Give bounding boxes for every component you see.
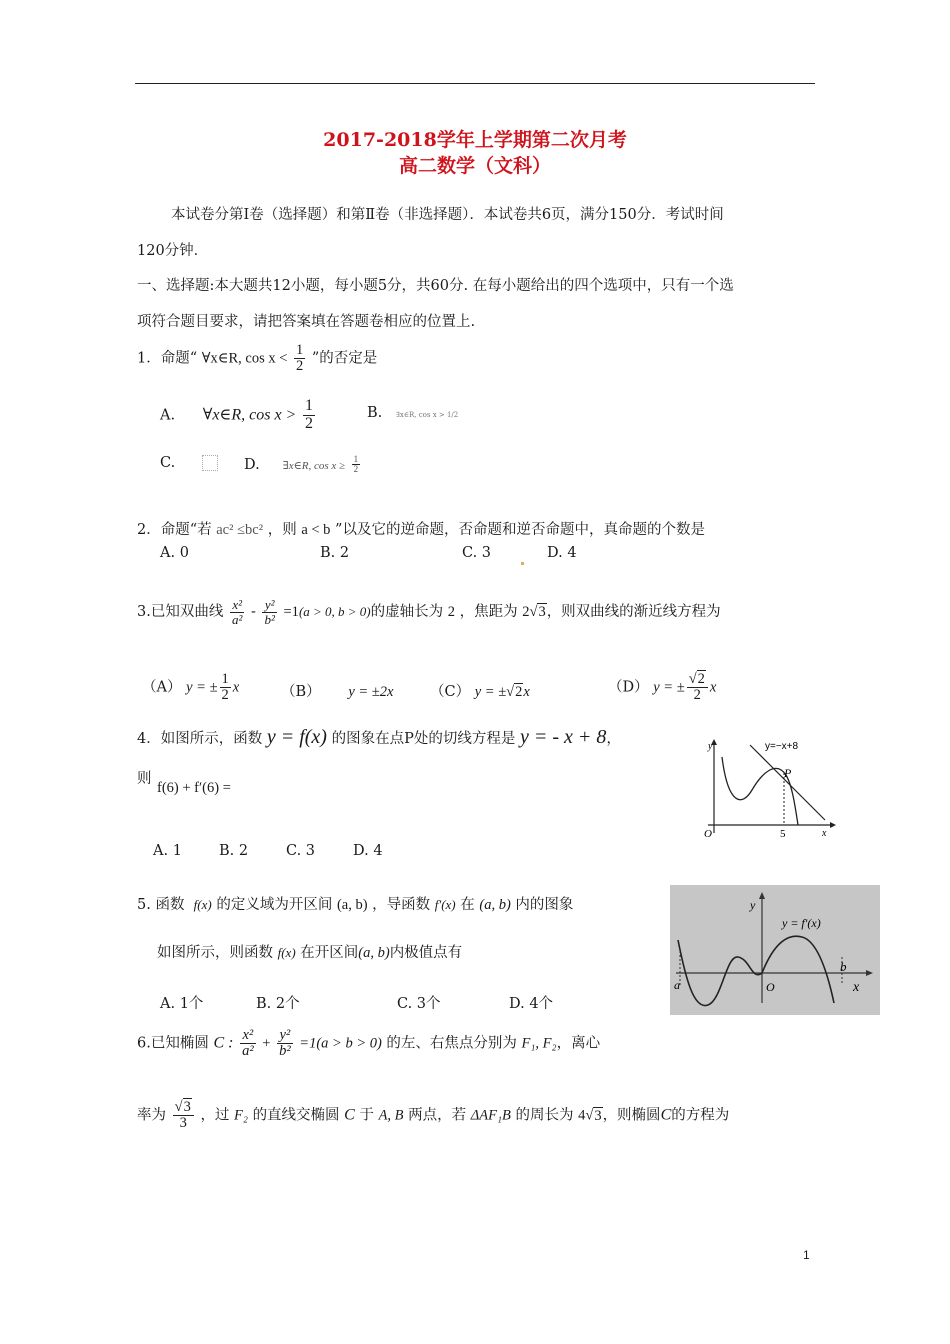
q4-fig-origin: O <box>704 828 712 840</box>
q4-figure <box>690 735 840 840</box>
q4-fig-x-label: x <box>822 828 827 839</box>
q6-line2: 率为 $\frac{√3}{3}$ ，过 F₂ 的直线交椭圆 C 于 A, B 两点，若 ΔAF₁B 的周长为 4√3，则椭圆C的方程为 <box>137 1099 730 1132</box>
q4-fig-line-label: y=−x+8 <box>765 741 799 752</box>
q5-line2: 如图所示，则函数 f(x) 在开区间(a, b)内极值点有 <box>157 945 463 961</box>
stray-dot <box>521 553 524 572</box>
q1-option-d: D. ∃x∈R, cos x ≥ $\frac{1}{2}$ <box>244 454 359 475</box>
q2-option-c: C. 3 <box>462 545 492 561</box>
q5-fig-curve-label: y = f′(x) <box>782 916 821 930</box>
q5-figure <box>670 885 880 1015</box>
q2-option-a: A. 0 <box>160 545 189 561</box>
q4-fig-y-label: y <box>708 741 713 752</box>
exam-title: 2017-2018学年上学期第二次月考 <box>323 129 627 151</box>
q4-expression: f(6) + f′(6) = <box>157 780 231 796</box>
q2-option-d: D. 4 <box>547 545 577 561</box>
q3-option-a: （A） y = ± $\frac{1}{2}$ x <box>142 671 240 704</box>
intro-line2: 120分钟． <box>137 243 209 259</box>
header-rule <box>135 83 815 84</box>
q3-option-c: （C） y = ±√2x <box>430 684 530 700</box>
q4-option-b: B. 2 <box>219 843 249 859</box>
exam-subtitle: 高二数学（文科） <box>398 155 551 177</box>
q4-fig-5: 5 <box>780 828 786 840</box>
q5-fig-b: b <box>840 959 847 974</box>
page-number: 1 <box>803 1248 810 1262</box>
q5-fig-origin: O <box>766 980 775 994</box>
q5-option-a: A. 1个 <box>160 996 204 1012</box>
q1-option-a: A. ∀x∈R, cos x > $\frac{1}{2}$ <box>160 397 313 432</box>
q4-option-d: D. 4 <box>353 843 383 859</box>
question-6: 6.已知椭圆 C : $\frac{\text{x²}}{\text{a²}}$ + $\frac{\text{y²}}{\text{b²}}$ =1(a > b > 0) 的左、右焦点分别为 F₁, F₂，离心 <box>137 1027 601 1060</box>
q4-option-a: A. 1 <box>153 843 182 859</box>
q5-option-c: C. 3个 <box>397 996 441 1012</box>
q5-fig-y-label: y <box>750 898 756 912</box>
intro-line1: 本试卷分第Ⅰ卷（选择题）和第Ⅱ卷（非选择题）．本试卷共6页，满分150分．考试时间 <box>171 207 724 223</box>
q4-option-c: C. 3 <box>286 843 316 859</box>
section1-line1: 一、选择题:本大题共12小题，每小题5分，共60分. 在每小题给出的四个选项中，只有一个选 <box>137 278 734 294</box>
q5-option-b: B. 2个 <box>256 996 300 1012</box>
question-2: 2．命题“若 ac² ≤bc² ，则 a < b ”以及它的逆命题，否命题和逆否命题中，真命题的个数是 <box>137 522 705 538</box>
q1-option-c: C. <box>160 455 218 471</box>
q1-option-b: B. ∃x∈R, cos x > 1/2 <box>367 405 459 421</box>
question-4: 4．如图所示，函数 y = f(x) 的图象在点P处的切线方程是 y = - x + 8， <box>137 726 621 748</box>
q1-option-c-image <box>202 455 218 471</box>
q5-fig-x-label: x <box>853 980 860 995</box>
q4-fig-point-p: P <box>784 766 792 780</box>
q3-option-b: （B） y = ±2x <box>281 684 394 700</box>
q4-then: 则 <box>137 771 152 787</box>
question-5: 5. 函数 f(x) 的定义域为开区间 (a, b) ，导函数 f′(x) 在 (a, b) 内的图象 <box>137 897 574 913</box>
q3-option-d: （D） y = ± $\frac{√2}{2}$ x <box>608 671 717 704</box>
q5-option-d: D. 4个 <box>509 996 554 1012</box>
question-1: 1．命题“ ∀x∈R, cos x < $\frac{1}{2}$ ”的否定是 <box>137 342 378 375</box>
question-3: 3.已知双曲线 $\frac{\text{x²}}{\text{a²}}$ - $\frac{\text{y²}}{\text{b²}}$ =1(a > 0, b > 0)的虚轴长为 2 ，焦距为 2√3，则双曲线的渐近线方程为 <box>137 597 721 627</box>
q5-fig-a: a <box>674 978 680 992</box>
q2-option-b: B. 2 <box>320 545 350 561</box>
section1-line2: 项符合题目要求，请把答案填在答题卷相应的位置上. <box>137 314 476 330</box>
